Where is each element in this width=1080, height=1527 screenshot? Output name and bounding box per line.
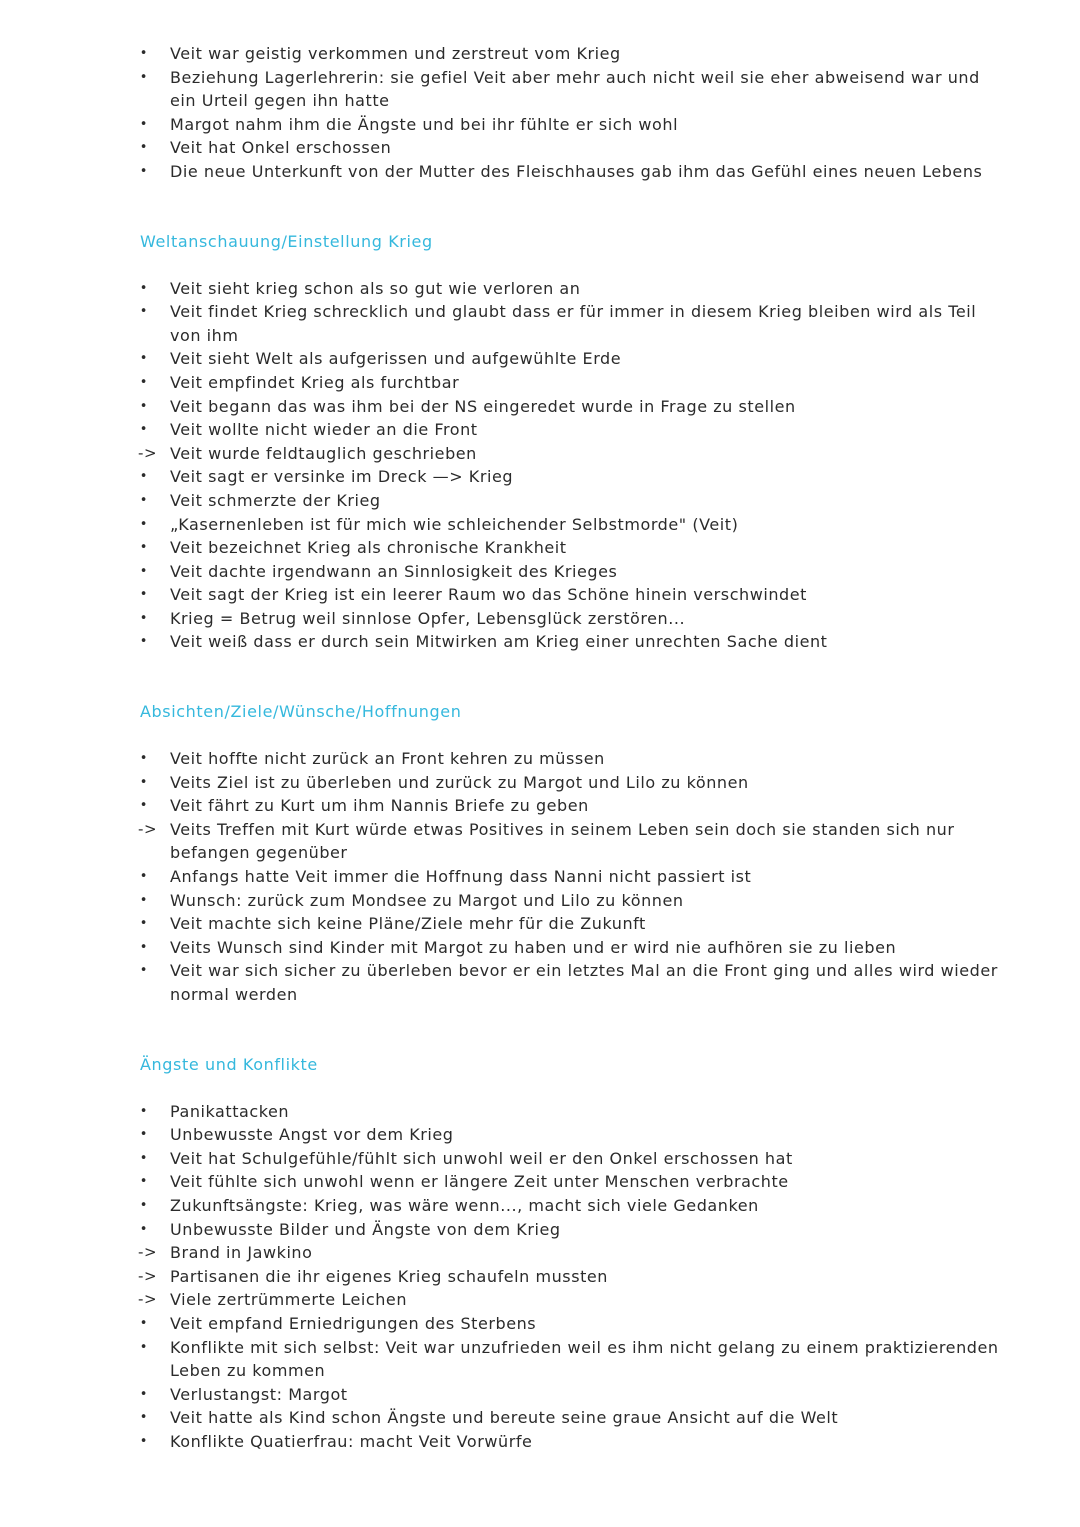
list-item-text: Veit machte sich keine Pläne/Ziele mehr für die Zukunft <box>170 914 646 934</box>
list-item-text: Veit hatte als Kind schon Ängste und bereute seine graue Ansicht auf die Welt <box>170 1408 839 1428</box>
list-item <box>0 465 1080 489</box>
bullet-marker: • <box>139 422 148 438</box>
intro-list <box>0 42 1080 184</box>
bullet-marker: • <box>139 892 148 908</box>
section-list <box>0 1100 1080 1454</box>
bullet-marker: • <box>139 304 148 320</box>
list-item-text: Veit wollte nicht wieder an die Front <box>170 420 478 440</box>
list-item <box>0 560 1080 584</box>
arrow-marker: -> <box>138 443 158 462</box>
list-item <box>0 889 1080 913</box>
bullet-marker: • <box>139 1197 148 1213</box>
list-item <box>0 418 1080 442</box>
list-item-text: Zukunftsängste: Krieg, was wäre wenn..., macht sich viele Gedanken <box>170 1195 759 1215</box>
list-item <box>0 513 1080 537</box>
list-item <box>0 300 1080 347</box>
list-item <box>0 442 1080 466</box>
list-item-text: Veit sieht Welt als aufgerissen und aufgewühlte Erde <box>170 349 622 369</box>
notes-page <box>0 42 1080 1454</box>
list-item-text: Krieg = Betrug weil sinnlose Opfer, Lebensglück zerstören... <box>170 608 686 628</box>
list-item-text: Brand in Jawkino <box>170 1243 313 1263</box>
bullet-marker: • <box>139 939 148 955</box>
list-item-text: Veit findet Krieg schrecklich und glaubt dass er für immer in diesem Krieg bleiben wird als Teil von ihm <box>170 302 977 345</box>
section-heading: Ängste und Konflikte <box>140 1054 318 1074</box>
list-item-text: Unbewusste Bilder und Ängste von dem Krieg <box>170 1219 561 1239</box>
bullet-marker: • <box>139 492 148 508</box>
list-item <box>0 959 1080 1006</box>
bullet-marker: • <box>139 1127 148 1143</box>
list-item <box>0 607 1080 631</box>
bullet-marker: • <box>139 1339 148 1355</box>
list-item-text: Veit empfindet Krieg als furchtbar <box>170 372 460 392</box>
list-item <box>0 865 1080 889</box>
bullet-marker: • <box>139 563 148 579</box>
list-item-text: Veit wurde feldtauglich geschrieben <box>170 443 477 463</box>
bullet-marker: • <box>139 69 148 85</box>
list-item <box>0 1218 1080 1242</box>
list-item-text: Veit dachte irgendwann an Sinnlosigkeit des Krieges <box>170 561 618 581</box>
list-item-text: Unbewusste Angst vor dem Krieg <box>170 1125 454 1145</box>
list-item <box>0 818 1080 865</box>
bullet-marker: • <box>139 963 148 979</box>
list-item-text: Veit empfand Erniedrigungen des Sterbens <box>170 1313 537 1333</box>
list-item-text: Viele zertrümmerte Leichen <box>170 1290 408 1310</box>
list-item <box>0 1194 1080 1218</box>
list-item-text: Konflikte mit sich selbst: Veit war unzufrieden weil es ihm nicht gelang zu einem praktizierenden Leben zu kommen <box>170 1337 999 1381</box>
bullet-marker: • <box>139 1410 148 1426</box>
list-item <box>0 536 1080 560</box>
list-item-text: Veit hoffte nicht zurück an Front kehren zu müssen <box>170 749 605 769</box>
bullet-marker: • <box>139 610 148 626</box>
bullet-marker: • <box>139 1103 148 1119</box>
list-item <box>0 1147 1080 1171</box>
list-item <box>0 1170 1080 1194</box>
bullet-marker: • <box>139 516 148 532</box>
list-item-text: Veit war sich sicher zu überleben bevor er ein letztes Mal an die Front ging und alles wird wieder normal werden <box>170 961 998 1004</box>
bullet-marker: • <box>139 163 148 179</box>
bullet-marker: • <box>139 351 148 367</box>
list-item <box>0 1288 1080 1312</box>
list-item-text: Veit sieht krieg schon als so gut wie verloren an <box>170 278 581 298</box>
bullet-marker: • <box>139 469 148 485</box>
list-item <box>0 42 1080 66</box>
list-item <box>0 66 1080 113</box>
list-item <box>0 277 1080 301</box>
section-heading: Absichten/Ziele/Wünsche/Hoffnungen <box>140 702 462 722</box>
list-item-text: Veit bezeichnet Krieg als chronische Krankheit <box>170 538 567 558</box>
list-item <box>0 347 1080 371</box>
list-item <box>0 113 1080 137</box>
bullet-marker: • <box>139 798 148 814</box>
list-item <box>0 747 1080 771</box>
bullet-marker: • <box>139 398 148 414</box>
bullet-marker: • <box>139 1386 148 1402</box>
bullet-marker: • <box>139 46 148 61</box>
arrow-marker: -> <box>138 1266 158 1285</box>
list-item <box>0 794 1080 818</box>
list-item-text: Veit fühlte sich unwohl wenn er längere Zeit unter Menschen verbrachte <box>170 1172 789 1192</box>
list-item <box>0 1336 1080 1383</box>
list-item <box>0 936 1080 960</box>
list-item-text: Margot nahm ihm die Ängste und bei ihr fühlte er sich wohl <box>170 114 679 134</box>
bullet-marker: • <box>139 540 148 556</box>
list-item <box>0 1241 1080 1265</box>
bullet-marker: • <box>139 280 148 296</box>
bullet-marker: • <box>139 1221 148 1237</box>
list-item <box>0 771 1080 795</box>
list-item-text: Veit hat Schulgefühle/fühlt sich unwohl weil er den Onkel erschossen hat <box>170 1148 793 1168</box>
list-item-text: Veit begann das was ihm bei der NS eingeredet wurde in Frage zu stellen <box>170 396 796 416</box>
bullet-marker: • <box>139 916 148 932</box>
section-list <box>0 747 1080 1007</box>
list-item-text: Veits Wunsch sind Kinder mit Margot zu haben und er wird nie aufhören sie zu lieben <box>170 937 897 957</box>
list-item-text: Veit fährt zu Kurt um ihm Nannis Briefe zu geben <box>170 796 589 816</box>
list-item <box>0 630 1080 654</box>
list-item <box>0 1265 1080 1289</box>
list-item <box>0 371 1080 395</box>
list-item-text: Anfangs hatte Veit immer die Hoffnung dass Nanni nicht passiert ist <box>170 867 752 887</box>
list-item <box>0 583 1080 607</box>
list-item-text: Veit hat Onkel erschossen <box>170 138 392 158</box>
section-list <box>0 277 1080 655</box>
list-item-text: Veit war geistig verkommen und zerstreut vom Krieg <box>170 44 621 63</box>
list-item-text: Veit weiß dass er durch sein Mitwirken am Krieg einer unrechten Sache dient <box>170 632 828 652</box>
bullet-marker: • <box>139 751 148 767</box>
bullet-marker: • <box>139 374 148 390</box>
list-item-text: Konflikte Quatierfrau: macht Veit Vorwürfe <box>170 1431 533 1451</box>
bullet-marker: • <box>139 1315 148 1331</box>
list-item <box>0 489 1080 513</box>
list-item-text: Partisanen die ihr eigenes Krieg schaufeln mussten <box>170 1266 608 1286</box>
list-item-text: Die neue Unterkunft von der Mutter des Fleischhauses gab ihm das Gefühl eines neuen Lebens <box>170 161 983 181</box>
list-item <box>0 395 1080 419</box>
section-heading: Weltanschauung/Einstellung Krieg <box>140 231 433 251</box>
sections-container <box>0 184 1080 1454</box>
bullet-marker: • <box>139 1174 148 1190</box>
list-item <box>0 1383 1080 1407</box>
bullet-marker: • <box>139 140 148 156</box>
list-item <box>0 1100 1080 1124</box>
bullet-marker: • <box>139 1150 148 1166</box>
list-item <box>0 912 1080 936</box>
list-item-text: Wunsch: zurück zum Mondsee zu Margot und Lilo zu können <box>170 890 684 910</box>
list-item-text: „Kasernenleben ist für mich wie schleichender Selbstmorde" (Veit) <box>170 514 739 534</box>
list-item <box>0 1123 1080 1147</box>
bullet-marker: • <box>139 634 148 650</box>
list-item <box>0 1430 1080 1454</box>
bullet-marker: • <box>139 1433 148 1449</box>
list-item-text: Beziehung Lagerlehrerin: sie gefiel Veit aber mehr auch nicht weil sie eher abweisend war und ein Urteil gegen ihn hatte <box>170 67 980 111</box>
list-item <box>0 1406 1080 1430</box>
list-item-text: Panikattacken <box>170 1101 290 1121</box>
list-item-text: Veits Treffen mit Kurt würde etwas Positives in seinem Leben sein doch sie standen sich nur befangen gegenüber <box>170 819 955 863</box>
list-item-text: Veits Ziel ist zu überleben und zurück zu Margot und Lilo zu können <box>170 772 749 792</box>
arrow-marker: -> <box>138 1243 158 1262</box>
arrow-marker: -> <box>138 819 158 838</box>
list-item-text: Verlustangst: Margot <box>170 1384 348 1404</box>
arrow-marker: -> <box>138 1290 158 1309</box>
list-item <box>0 136 1080 160</box>
list-item-text: Veit sagt der Krieg ist ein leerer Raum wo das Schöne hinein verschwindet <box>170 585 807 605</box>
bullet-marker: • <box>139 587 148 603</box>
list-item-text: Veit sagt er versinke im Dreck —> Krieg <box>170 467 514 487</box>
list-item-text: Veit schmerzte der Krieg <box>170 490 381 510</box>
list-item <box>0 160 1080 184</box>
bullet-marker: • <box>139 116 148 132</box>
bullet-marker: • <box>139 774 148 790</box>
list-item <box>0 1312 1080 1336</box>
bullet-marker: • <box>139 869 148 885</box>
